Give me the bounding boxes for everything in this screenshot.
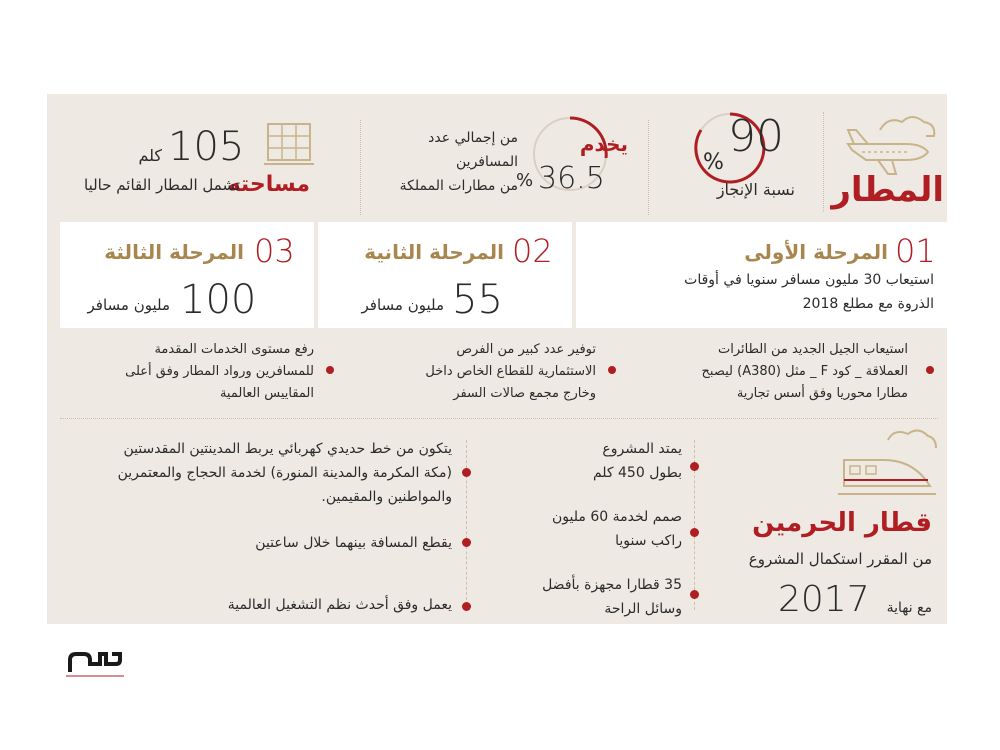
train-left-1-line2: (مكة المكرمة والمدينة المنورة) لخدمة الحجاج والمعتمرين bbox=[117, 465, 452, 481]
phase-3-bullet-1: رفع مستوى الخدمات المقدمة bbox=[154, 342, 314, 357]
separator bbox=[360, 120, 361, 215]
serves-desc-1: من إجمالي عدد bbox=[428, 130, 518, 146]
phase-2-unit: مليون مسافر bbox=[361, 296, 444, 314]
train-mid-3-line1: 35 قطارا مجهزة بأفضل bbox=[542, 577, 682, 593]
phase-1-bullet-2: العملاقة _ كود F _ مثل (A380) ليصبح bbox=[701, 364, 908, 379]
area-value: 105 bbox=[168, 124, 245, 170]
bullet-dot bbox=[462, 602, 471, 611]
train-mid-2-line2: راكب سنويا bbox=[615, 533, 682, 549]
phase-1-number: 01 bbox=[895, 232, 936, 270]
timeline-line bbox=[466, 440, 467, 610]
serves-desc-3: من مطارات المملكة bbox=[399, 178, 518, 194]
area-label: مساحته bbox=[227, 172, 310, 197]
separator bbox=[823, 112, 824, 212]
phase-3-value: 100 bbox=[180, 277, 257, 323]
airplane-icon bbox=[840, 110, 940, 178]
separator bbox=[648, 120, 649, 215]
train-desc: من المقرر استكمال المشروع bbox=[748, 550, 932, 568]
phase-2-bullet-2: الاستثمارية للقطاع الخاص داخل bbox=[425, 364, 596, 379]
train-left-1-line1: يتكون من خط حديدي كهربائي يربط المدينتين المقدستين bbox=[123, 441, 452, 457]
phase-3-unit: مليون مسافر bbox=[87, 296, 170, 314]
airport-title: المطار bbox=[831, 170, 944, 210]
train-title: قطار الحرمين bbox=[752, 508, 932, 538]
phase-1-desc-1: استيعاب 30 مليون مسافر سنويا في أوقات bbox=[684, 272, 934, 288]
train-year: 2017 bbox=[778, 579, 870, 620]
serves-unit: % bbox=[516, 170, 534, 191]
phase-1-desc-2: الذروة مع مطلع 2018 bbox=[802, 296, 934, 312]
train-mid-2-line1: صمم لخدمة 60 مليون bbox=[551, 509, 682, 525]
bullet-dot bbox=[690, 590, 699, 599]
phase-2-bullet-1: توفير عدد كبير من الفرص bbox=[456, 342, 596, 357]
train-mid-1-line2: بطول 450 كلم bbox=[592, 465, 682, 481]
bullet-dot bbox=[926, 366, 934, 374]
section-divider bbox=[60, 418, 938, 419]
serves-label: يخدم bbox=[579, 132, 628, 156]
serves-value: 36.5 bbox=[538, 161, 605, 196]
bullet-dot bbox=[690, 528, 699, 537]
bullet-dot bbox=[326, 366, 334, 374]
infographic-panel bbox=[47, 94, 947, 624]
train-mid-3-line2: وسائل الراحة bbox=[604, 601, 682, 617]
bullet-dot bbox=[462, 538, 471, 547]
bullet-dot bbox=[690, 462, 699, 471]
map-icon bbox=[264, 118, 314, 168]
makkah-logo bbox=[66, 646, 124, 680]
completion-label: نسبة الإنجاز bbox=[716, 180, 795, 199]
train-icon bbox=[838, 426, 938, 500]
phase-2-number: 02 bbox=[512, 232, 553, 270]
phase-3-title: المرحلة الثالثة bbox=[104, 240, 244, 264]
area-unit: كلم bbox=[138, 146, 162, 165]
phase-2-title: المرحلة الثانية bbox=[364, 240, 504, 264]
area-desc: تشمل المطار القائم حاليا bbox=[84, 176, 240, 194]
completion-unit: % bbox=[703, 150, 724, 175]
train-left-2-line1: يقطع المسافة بينهما خلال ساعتين bbox=[255, 535, 452, 551]
bullet-dot bbox=[608, 366, 616, 374]
train-left-3-line1: يعمل وفق أحدث نظم التشغيل العالمية bbox=[227, 597, 452, 613]
phase-3-number: 03 bbox=[254, 232, 295, 270]
phase-3-bullet-3: المقاييس العالمية bbox=[219, 386, 314, 401]
phase-1-bullet-1: استيعاب الجيل الجديد من الطائرات bbox=[717, 342, 908, 357]
completion-value: 90 bbox=[728, 111, 784, 162]
train-mid-1-line1: يمتد المشروع bbox=[602, 441, 682, 457]
phase-1-title: المرحلة الأولى bbox=[744, 240, 888, 264]
bullet-dot bbox=[462, 468, 471, 477]
phase-1-bullet-3: مطارا محوريا وفق أسس تجارية bbox=[736, 386, 908, 401]
train-year-prefix: مع نهاية bbox=[886, 600, 932, 616]
serves-desc-2: المسافرين bbox=[456, 154, 518, 170]
phase-3-bullet-2: للمسافرين ورواد المطار وفق أعلى bbox=[125, 364, 314, 379]
train-left-1-line3: والمواطنين والمقيمين. bbox=[321, 489, 452, 505]
phase-2-value: 55 bbox=[452, 277, 503, 323]
phase-2-bullet-3: وخارج مجمع صالات السفر bbox=[453, 386, 596, 401]
